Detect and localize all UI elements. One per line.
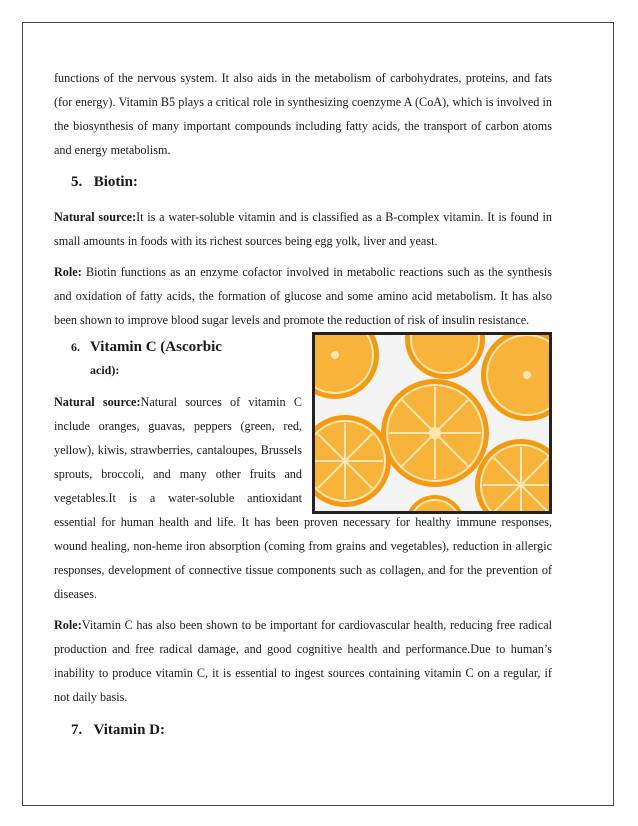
source-text: Natural sources of vitamin C include oranges, guavas, peppers (green, red, yellow), kiwis, strawberries, cantaloupes, Brussels sprouts, broccoli, and many other fruits and vegetables.It is a water-soluble antioxidant essential for human health and life. It has been proven necessary for healthy immune responses, wound healing, non-heme iron absorption (coming from grains and vegetables), reduction in allergic responses, development of connective tissue components such as collagen, and for the prevention of diseases. xyxy=(54,395,552,601)
section-number: 6. xyxy=(71,340,80,354)
section-heading-vitamin-d xyxy=(71,717,552,743)
source-text: It is a water-soluble vitamin and is classified as a B-complex vitamin. It is found in small amounts in foods with its richest sources being egg yolk, liver and yeast. xyxy=(54,210,552,248)
role-label: Role: xyxy=(54,265,82,279)
document-body xyxy=(54,66,552,753)
intro-paragraph: functions of the nervous system. It also aids in the metabolism of carbohydrates, proteins, and fats (for energy). Vitamin B5 plays a critical role in synthesizing coenzyme A (CoA), which is involved in the biosynthesis of many important compounds including fatty acids, the transport of carbon atoms and energy metabolism. xyxy=(54,71,552,157)
section-number: 7. xyxy=(71,722,83,738)
section-heading-biotin xyxy=(71,169,552,195)
biotin-role-paragraph xyxy=(54,260,552,332)
orange-slices-image xyxy=(312,332,552,514)
section-title-sub: acid): xyxy=(90,363,120,377)
biotin-source-paragraph xyxy=(54,205,552,253)
section-number: 5. xyxy=(71,174,83,190)
source-label: Natural source: xyxy=(54,395,141,409)
role-text: Vitamin C has also been shown to be important for cardiovascular health, reducing free radical production and free radical damage, and good cognitive health and performance.Due to human’s inability to produce vitamin C, it is essential to ingest sources containing vitamin C on a regular, if not daily basis. xyxy=(54,618,552,704)
section-title: Vitamin C (Ascorbic xyxy=(90,339,222,355)
vitamin-c-role-paragraph xyxy=(54,613,552,709)
section-title: Vitamin D: xyxy=(93,722,166,738)
section-title: Biotin: xyxy=(93,174,138,190)
role-text: Biotin functions as an enzyme cofactor involved in metabolic reactions such as the synthesis and oxidation of fatty acids, the formation of glucose and some amino acid metabolism. It has also been shown to improve blood sugar levels and promote the reduction of risk of insulin resistance. xyxy=(54,265,552,327)
source-label: Natural source: xyxy=(54,210,137,224)
orange-slices-graphic xyxy=(315,335,549,511)
role-label: Role: xyxy=(54,618,82,632)
